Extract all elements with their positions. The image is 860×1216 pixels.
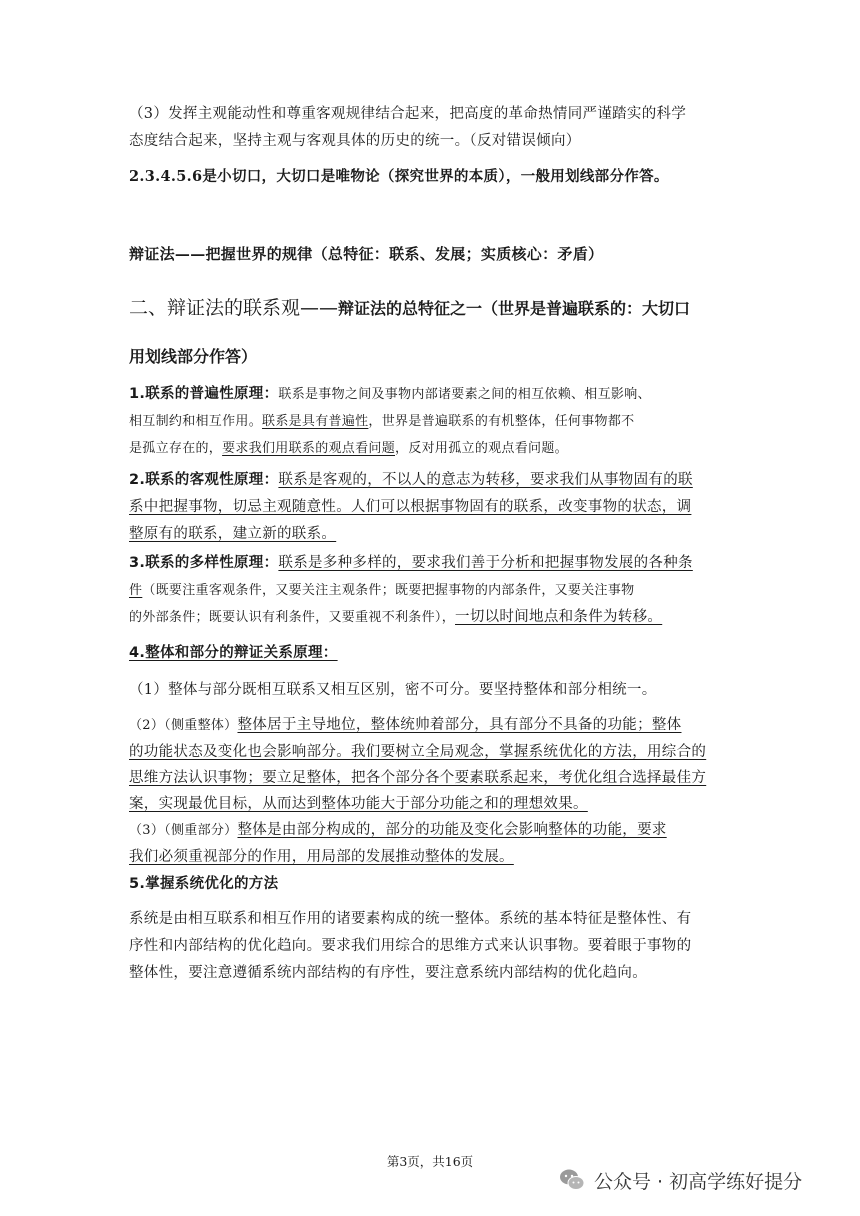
item3-text1: 联系是多种多样的，要求我们善于分析和把握事物发展的各种条 <box>278 555 693 571</box>
item3-text2a: 件 <box>129 583 143 598</box>
item2-text3: 整原有的联系，建立新的联系。 <box>129 526 337 542</box>
item4-title-text: 4.整体和部分的辩证关系原理： <box>129 645 338 661</box>
paragraph-p1 <box>129 101 731 155</box>
p1-line2: 态度结合起来，坚持主观与客观具体的历史的统一。（反对错误倾向） <box>129 133 581 149</box>
item4-sub2-l1: 整体居于主导地位，整体统帅着部分，具有部分不具备的功能；整体 <box>237 717 682 733</box>
item4-sub2-l4: 案，实现最优目标，从而达到整体功能大于部分功能之和的理想效果。 <box>129 796 588 812</box>
item4-title <box>129 640 731 667</box>
item-universality <box>129 381 731 462</box>
item4-sub2-prefix: （2）（侧重整体） <box>129 718 238 733</box>
item2-text1: 联系是客观的，不以人的意志为转移，要求我们从事物固有的联 <box>278 472 693 488</box>
item5-l2: 序性和内部结构的优化趋向。要求我们用综合的思维方式来认识事物。要着眼于事物的 <box>129 938 692 954</box>
item4-sub3-l1: 整体是由部分构成的，部分的功能及变化会影响整体的功能，要求 <box>237 822 667 838</box>
item1-text2b: 联系是具有普遍性 <box>262 414 369 429</box>
item1-text2a: 相互制约和相互作用。 <box>129 414 263 429</box>
item4-sub2 <box>129 712 731 870</box>
page-number: 第3页，共16页 <box>386 1154 474 1169</box>
watermark <box>558 1166 802 1194</box>
section-heading-lead: 二、辩证法的联系观—— <box>129 297 339 319</box>
item1-title: 1.联系的普遍性原理： <box>129 386 279 402</box>
item1-text1: 联系是事物之间及事物内部诸要素之间的相互依赖、相互影响、 <box>278 387 651 402</box>
watermark-text: 公众号 · 初高学练好提分 <box>594 1170 803 1193</box>
item2-title: 2.联系的客观性原理： <box>129 472 279 488</box>
item5-l3: 整体性，要注意遵循系统内部结构的有序性，要注意系统内部结构的优化趋向。 <box>129 965 647 981</box>
item3-text3b: ， <box>441 610 456 625</box>
item5-title: 5.掌握系统优化的方法 <box>129 876 279 892</box>
wechat-icon <box>558 1166 586 1194</box>
item4-sub3-prefix: （3）（侧重部分） <box>129 823 238 838</box>
item3-text3a: 的外部条件；既要认识有利条件，又要重视不利条件） <box>129 610 442 625</box>
item-objectivity <box>129 467 731 548</box>
p1-line1: （3）发挥主观能动性和尊重客观规律结合起来，把高度的革命热情同严谨踏实的科学 <box>129 106 687 122</box>
item1-text2c: ，世界是普遍联系的有机整体，任何事物都不 <box>368 414 635 429</box>
item5-body <box>129 906 731 987</box>
item4-sub2-l3: 思维方法认识事物；要立足整体，把各个部分各个要素联系起来，考优化组合选择最佳方 <box>129 770 707 786</box>
section-heading-rest1: 辩证法的总特征之一（世界是普遍联系的：大切口 <box>338 299 691 318</box>
item3-title: 3.联系的多样性原理： <box>129 555 279 571</box>
section-heading-rest2: 用划线部分作答） <box>129 347 258 366</box>
section-heading-2 <box>129 293 739 324</box>
item3-text3c: 一切以时间地点和条件为转移。 <box>455 609 663 625</box>
item3-text2b: （既要注重客观条件，又要关注主观条件；既要把握事物的内部条件，又要关注事物 <box>142 583 635 598</box>
item2-text2: 系中把握事物，切忌主观随意性。人们可以根据事物固有的联系，改变事物的状态，调 <box>129 499 692 515</box>
item4-sub2-l2: 的功能状态及变化也会影响部分。我们要树立全局观念，掌握系统优化的方法，用综合的 <box>129 744 707 760</box>
item1-text3c: ，反对用孤立的观点看问题。 <box>395 441 568 456</box>
item1-text3a: 是孤立存在的， <box>129 441 223 456</box>
paragraph-p2: 2.3.4.5.6是小切口，大切口是唯物论（探究世界的本质），一般用划线部分作答。 <box>129 168 669 185</box>
item1-text3b: 要求我们用联系的观点看问题 <box>222 441 396 456</box>
item4-sub1: （1）整体与部分既相互联系又相互区别，密不可分。要坚持整体和部分相统一。 <box>129 682 657 698</box>
item4-sub3-l2: 我们必须重视部分的作用，用局部的发展推动整体的发展。 <box>129 849 514 865</box>
item-diversity <box>129 550 731 631</box>
section-heading-2-cont <box>129 341 739 372</box>
item5-l1: 系统是由相互联系和相互作用的诸要素构成的统一整体。系统的基本特征是整体性、有 <box>129 911 692 927</box>
dialectics-title: 辩证法——把握世界的规律（总特征：联系、发展；实质核心：矛盾） <box>129 245 604 263</box>
